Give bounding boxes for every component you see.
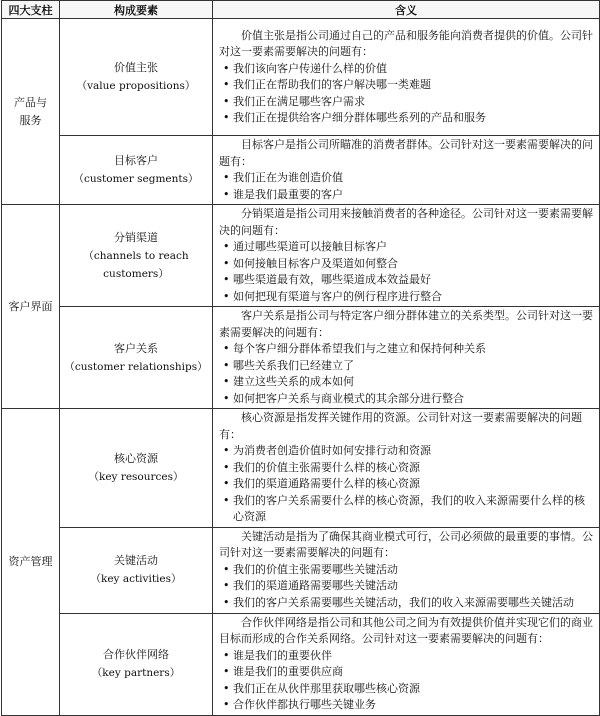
question-item: • 我们该向客户传递什么样的价值 <box>219 61 593 78</box>
meaning-intro: 核心资源是指发挥关键作用的资源。公司针对这一要素需要解决的问题有： <box>219 411 582 441</box>
question-item: • 我们的客户关系需要哪些关键活动，我们的收入来源需要哪些关键活动 <box>219 595 593 612</box>
table-row <box>2 205 600 307</box>
question-item: • 合作伙伴都执行哪些关键业务 <box>219 697 593 714</box>
question-item: • 我们的渠道通路需要什么样的核心资源 <box>219 476 593 493</box>
pillar-name-line: 资产管理 <box>8 554 53 568</box>
element-cell <box>60 19 213 136</box>
question-list <box>219 648 593 714</box>
question-item: • 通过哪些渠道可以接触目标客户 <box>219 239 593 256</box>
question-item: • 我们的渠道通路需要哪些关键活动 <box>219 578 593 595</box>
question-item: • 谁是我们最重要的客户 <box>219 187 593 204</box>
question-item: • 谁是我们的重要供应商 <box>219 664 593 681</box>
question-item: • 如何接触目标客户及渠道如何整合 <box>219 256 593 273</box>
header-row <box>2 1 600 19</box>
question-item: • 我们正在从伙伴那里获取哪些核心资源 <box>219 681 593 698</box>
header-meaning: 含义 <box>213 1 600 19</box>
question-item: • 谁是我们的重要伙伴 <box>219 648 593 665</box>
meaning-intro: 分销渠道是指公司用来接触消费者的各种途径。公司针对这一要素需要解决的问题有： <box>219 207 593 237</box>
element-name-cn: 分销渠道 <box>114 230 158 244</box>
meaning-intro: 合作伙伴网络是指公司和其他公司之间为有效提供价值并实现它们的商业目标而形成的合作关系网络。公司针对这一要素需要解决的问题有： <box>219 615 593 645</box>
element-name-cn: 关键活动 <box>114 554 158 567</box>
element-name-cn: 目标客户 <box>114 154 158 167</box>
pillar-name-line: 客户界面 <box>8 299 53 313</box>
meaning-cell <box>213 205 600 307</box>
question-item: • 每个客户细分群体希望我们与之建立和保持何种关系 <box>219 341 593 358</box>
element-name-en: （key resources） <box>88 470 184 483</box>
meaning-intro: 目标客户是指公司所瞄准的消费者群体。公司针对这一要素需要解决的问题有： <box>219 138 593 168</box>
element-name-en: （key partners） <box>91 667 181 679</box>
question-item: • 哪些渠道最有效，哪些渠道成本效益最好 <box>219 272 593 289</box>
meaning-cell <box>213 527 600 613</box>
element-name-en: （customer segments） <box>73 173 199 185</box>
question-list <box>219 61 593 127</box>
element-cell <box>60 409 213 528</box>
element-cell <box>60 613 213 715</box>
question-item: • 我们正在提供给客户细分群体哪些系列的产品和服务 <box>219 110 593 127</box>
question-item: • 为消费者创造价值时如何安排行动和资源 <box>219 443 593 460</box>
meaning-intro: 客户关系是指公司与特定客户细分群体建立的关系类型。公司针对这一要素需要解决的问题有： <box>219 309 593 339</box>
business-model-table <box>1 0 600 716</box>
table-row <box>2 136 600 205</box>
element-name-en: （key activities） <box>90 573 182 585</box>
question-item: • 我们正在帮助我们的客户解决哪一类难题 <box>219 77 593 94</box>
question-item: • 我们的价值主张需要哪些关键活动 <box>219 562 593 579</box>
element-cell <box>60 527 213 613</box>
pillar-cell <box>2 409 60 716</box>
element-name-cn: 合作伙伴网络 <box>103 648 169 661</box>
pillar-cell <box>2 205 60 409</box>
pillar-cell <box>2 19 60 205</box>
pillar-name-line: 服务 <box>19 113 42 127</box>
pillar-name-line: 产品与 <box>14 95 47 109</box>
meaning-cell <box>213 409 600 528</box>
table-row <box>2 307 600 409</box>
question-item: • 我们正在满足哪些客户需求 <box>219 94 593 111</box>
element-name-cn: 价值主张 <box>114 61 158 74</box>
question-list <box>219 170 593 203</box>
question-item: • 如何把现有渠道与客户的例行程序进行整合 <box>219 289 593 306</box>
meaning-intro: 价值主张是指公司通过自己的产品和服务能向消费者提供的价值。公司针对这一要素需要解决的问题有： <box>219 28 593 58</box>
header-pillars: 四大支柱 <box>2 1 60 19</box>
question-item: • 我们的价值主张需要什么样的核心资源 <box>219 460 593 477</box>
meaning-cell <box>213 136 600 205</box>
element-cell <box>60 307 213 409</box>
question-list <box>219 562 593 612</box>
question-item: • 我们的客户关系需要什么样的核心资源，我们的收入来源需要什么样的核心资源 <box>219 493 593 526</box>
element-name-cn: 客户关系 <box>114 341 158 355</box>
element-name-en: （channels to reach customers） <box>83 249 189 280</box>
question-item: • 如何把客户关系与商业模式的其余部分进行整合 <box>219 391 593 408</box>
question-list <box>219 341 593 407</box>
element-cell <box>60 136 213 205</box>
table-row <box>2 409 600 528</box>
table-row <box>2 613 600 715</box>
element-name-en: （customer relationships） <box>64 360 208 373</box>
meaning-intro: 关键活动是指为了确保其商业模式可行，公司必须做的最重要的事情。公司针对这一要素需要解决的问题有： <box>219 529 593 560</box>
element-name-cn: 核心资源 <box>114 451 158 465</box>
table-body <box>2 19 600 716</box>
meaning-cell <box>213 307 600 409</box>
table-row <box>2 527 600 613</box>
question-list <box>219 239 593 305</box>
question-item: • 我们正在为谁创造价值 <box>219 170 593 187</box>
question-item: • 哪些关系我们已经建立了 <box>219 358 593 375</box>
table-row <box>2 19 600 136</box>
header-elements: 构成要素 <box>60 1 213 19</box>
meaning-cell <box>213 613 600 715</box>
question-list <box>219 443 593 526</box>
question-item: • 建立这些关系的成本如何 <box>219 374 593 391</box>
element-cell <box>60 205 213 307</box>
meaning-cell <box>213 19 600 136</box>
element-name-en: （value propositions） <box>76 80 196 92</box>
